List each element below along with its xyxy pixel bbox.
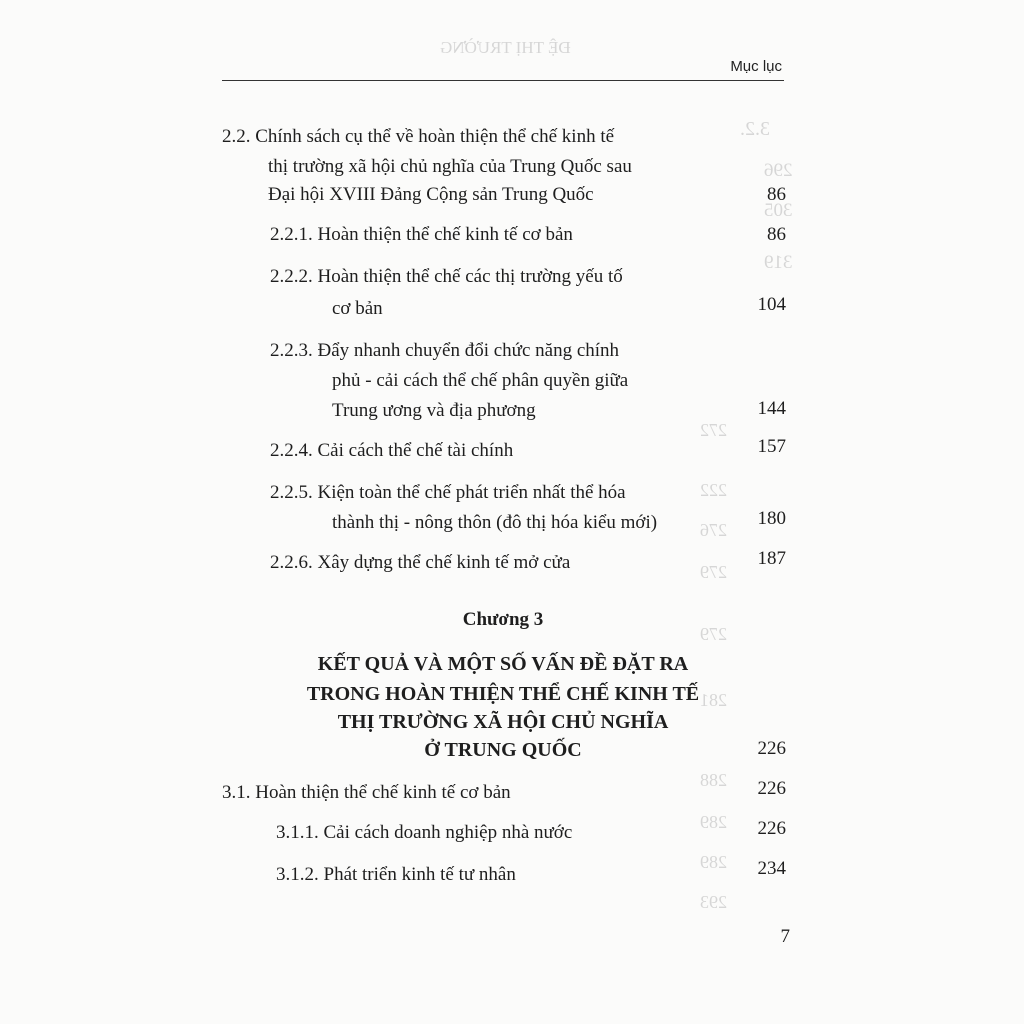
toc-page-number: 226 — [757, 738, 786, 759]
toc-entry-line: cơ bản — [332, 298, 383, 319]
toc-entry-line: 3.1.1. Cải cách doanh nghiệp nhà nước — [276, 822, 573, 843]
toc-entry-line: 2.2.2. Hoàn thiện thể chế các thị trường yếu tố — [270, 266, 623, 287]
toc-page-number: 157 — [757, 436, 786, 457]
chapter-label: Chương 3 — [462, 609, 544, 630]
toc-entry-line: 2.2.6. Xây dựng thể chế kinh tế mở cửa — [270, 552, 571, 573]
chapter-title-line: Ở TRUNG QUỐC — [424, 739, 582, 761]
running-header — [222, 54, 784, 81]
toc-entry-line: 2.2.4. Cải cách thể chế tài chính — [270, 440, 514, 461]
bleed-through-texture: ĐỆ THỊ TRƯỜNG 3.2. 296 305 319 272 222 276 279 279 281 288 289 289 293 — [440, 38, 793, 912]
page-folio: 7 — [780, 926, 790, 947]
chapter-title-line: KẾT QUẢ VÀ MỘT SỐ VẤN ĐỀ ĐẶT RA — [317, 653, 689, 675]
toc-page-number: 180 — [757, 508, 786, 529]
toc-page-number: 86 — [767, 224, 786, 245]
toc-entry-line: 2.2.1. Hoàn thiện thể chế kinh tế cơ bản — [270, 224, 573, 245]
header-label: Mục lục — [730, 58, 782, 75]
toc-entry-line: 2.2.3. Đẩy nhanh chuyển đổi chức năng chính — [270, 340, 620, 361]
chapter-title-line: THỊ TRƯỜNG XÃ HỘI CHỦ NGHĨA — [337, 711, 669, 733]
toc-entry-line: 2.2.5. Kiện toàn thể chế phát triển nhất thể hóa — [270, 482, 626, 503]
toc-entry-line: thị trường xã hội chủ nghĩa của Trung Quốc sau — [268, 156, 632, 177]
toc-page-number: 234 — [757, 858, 786, 879]
toc-entry-line: thành thị - nông thôn (đô thị hóa kiểu mới) — [332, 512, 658, 533]
toc-entry-line: Đại hội XVIII Đảng Cộng sản Trung Quốc — [268, 184, 594, 205]
toc-page-number: 187 — [757, 548, 786, 569]
toc-entry-line: 3.1. Hoàn thiện thể chế kinh tế cơ bản — [222, 782, 511, 803]
toc-page-number: 226 — [757, 818, 786, 839]
toc-entry-line: phủ - cải cách thể chế phân quyền giữa — [332, 370, 629, 391]
toc-page-number: 104 — [757, 294, 786, 315]
toc-page-number: 226 — [757, 778, 786, 799]
toc-page-number: 144 — [757, 398, 786, 419]
toc-entry-line: 2.2. Chính sách cụ thể về hoàn thiện thể chế kinh tế — [222, 126, 615, 147]
toc-entry-line: Trung ương và địa phương — [332, 400, 536, 421]
toc-entry-line: 3.1.2. Phát triển kinh tế tư nhân — [276, 864, 516, 885]
chapter-title-line: TRONG HOÀN THIỆN THỂ CHẾ KINH TẾ — [306, 683, 700, 705]
toc-page-number: 86 — [767, 184, 786, 205]
